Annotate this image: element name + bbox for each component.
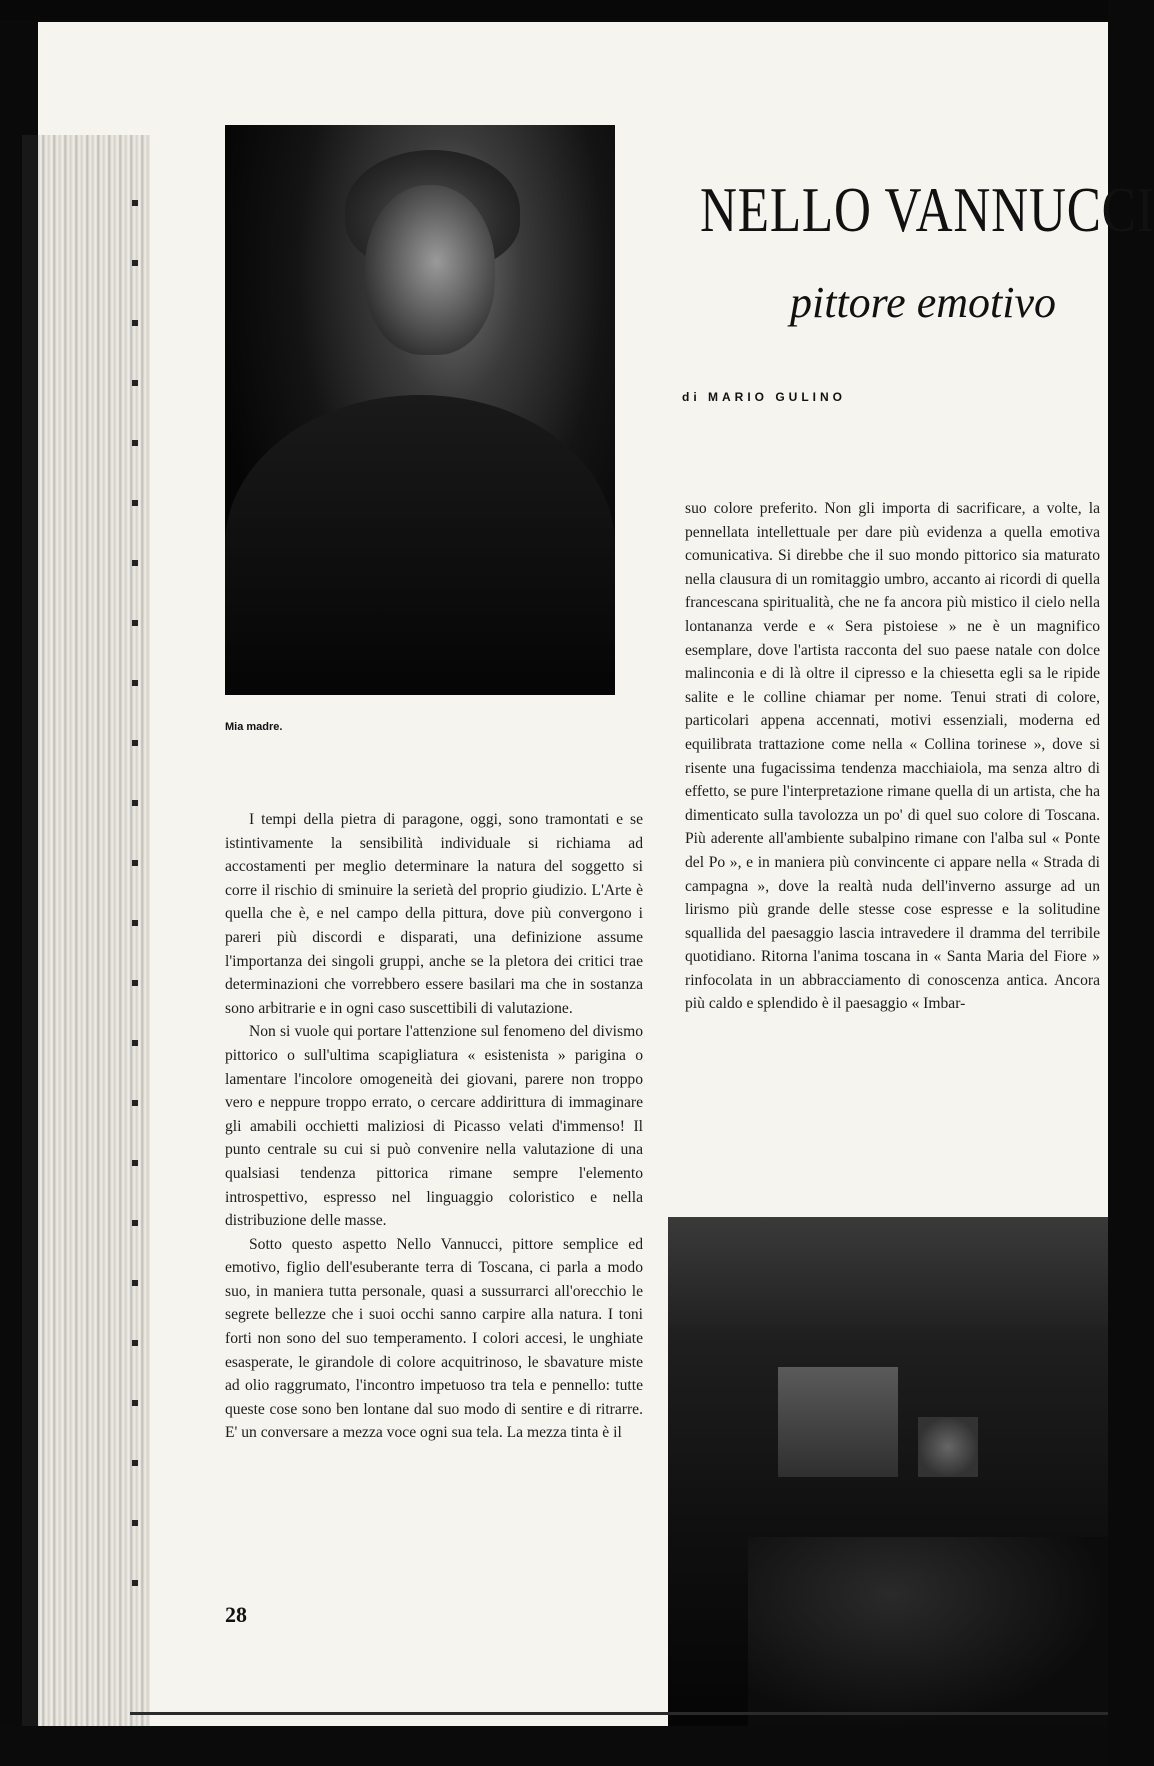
page-number: 28 — [225, 1602, 247, 1627]
left-paragraph: Sotto questo aspetto Nello Vannucci, pittore semplice ed emotivo, figlio dell'esuberante terra di Toscana, ci parla a modo suo, in maniera tutta personale, quasi a sussurrarci all'orecchio le segrete bellezze che i suoi occhi sanno carpire alla natura. I toni forti non sono del suo temperamento. I colori accesi, le unghiate esasperate, le girandole di colore acquitrinoso, le sbavature miste ad olio raggrumato, l'incontro impetuoso tra tela e pennello: tutte queste cose sono ben lontane dal suo modo di sentire e di ritrarre. E' un conversare a mezza voce ogni sua tela. La mezza tinta è il — [225, 1235, 643, 1442]
left-text-column — [225, 808, 643, 1445]
bottom-rule — [130, 1712, 1108, 1715]
landscape-photo-sera-pistoiese — [668, 1217, 1108, 1726]
article-title: NELLO VANNUCCI — [700, 174, 1154, 245]
landscape-road — [748, 1537, 1108, 1727]
landscape-sky — [668, 1217, 1108, 1327]
landscape-house — [778, 1367, 898, 1477]
article-byline: di MARIO GULINO — [682, 390, 846, 404]
landscape-chapel — [918, 1417, 978, 1477]
portrait-figure-face — [365, 185, 495, 355]
gutter-marks — [132, 200, 138, 1600]
portrait-photo-mother — [225, 125, 615, 695]
portrait-figure-body — [225, 395, 615, 695]
right-text-column — [685, 497, 1100, 1016]
left-paragraph: I tempi della pietra di paragone, oggi, sono tramontati e se istintivamente la sensibilità individuale si richiama ad accostamenti per meglio determinare la natura del soggetto si corre il rischio di sminuire la serietà del proprio giudizio. L'Arte è quella che è, e nel campo della pittura, dove più convergono i pareri più discordi e disparati, una definizione assume l'importanza dei singoli gruppi, anche se la pletora dei critici trae determinazioni che vorrebbero essere basilari ma che in sostanza sono arbitrarie e in ogni caso suscettibili di valutazione. — [225, 811, 643, 1017]
mother-photo-caption: Mia madre. — [225, 721, 283, 733]
article-subtitle: pittore emotivo — [790, 278, 1056, 327]
page-edges — [38, 135, 158, 1735]
left-paragraph: Non si vuole qui portare l'attenzione sul fenomeno del divismo pittorico o sull'ultima scapigliatura « esistenista » parigina o lamentare l'incolore omogeneità dei giovani, parere non troppo vero e neppure troppo errato, o cercare addirittura di immaginare gli amabili occhietti maliziosi di Picasso velati d'immenso! Il punto centrale su cui si può convenire nella valutazione di una qualsiasi tendenza pittorica rimane sempre l'elemento introspettivo, espresso nel linguaggio coloristico e nella distribuzione delle masse. — [225, 1023, 643, 1230]
scan-top-border — [0, 0, 1108, 20]
scan-bottom-border — [0, 1726, 1108, 1766]
right-paragraph: suo colore preferito. Non gli importa di sacrificare, a volte, la pennellata intellettuale per dare più evidenza a quella emotiva comunicativa. Si direbbe che il suo mondo pittorico sia maturato nella clausura di un romitaggio umbro, accanto ai ricordi di quella francescana spiritualità, che ne fa ancora più mistico il cielo nella lontananza verde e « Sera pistoiese » ne è un magnifico esemplare, dove l'artista racconta del suo paese natale con dolce malinconia e di là oltre il cipresso e la chiesetta egli sa le ripide salite e le colline chiamar per nome. Tenui strati di colore, particolari appena accennati, motivi essenziali, moderna ed equilibrata trattazione come nella « Collina torinese », dove si risente una fugacissima tendenza macchiaiola, ma senza altro di effetto, se pure l'interpretazione rimane quella di un artista, che ha dimenticato sulla tavolozza un po' di quel suo colore di Toscana. Più aderente all'ambiente subalpino rimane con l'alba sul « Ponte del Po », e in maniera più convincente ci appare nella « Strada di campagna », dove la realtà nuda dell'inverno assurge ad un lirismo più grande delle stesse cose espresse e la solitudine squallida del paesaggio lascia intravedere il dramma del terribile quotidiano. Ritorna l'anima toscana in « Santa Maria del Fiore » rinfocolata in un abbracciamento di conoscenza antica. Ancora più caldo e splendido è il paesaggio « Imbar- — [685, 500, 1100, 1013]
